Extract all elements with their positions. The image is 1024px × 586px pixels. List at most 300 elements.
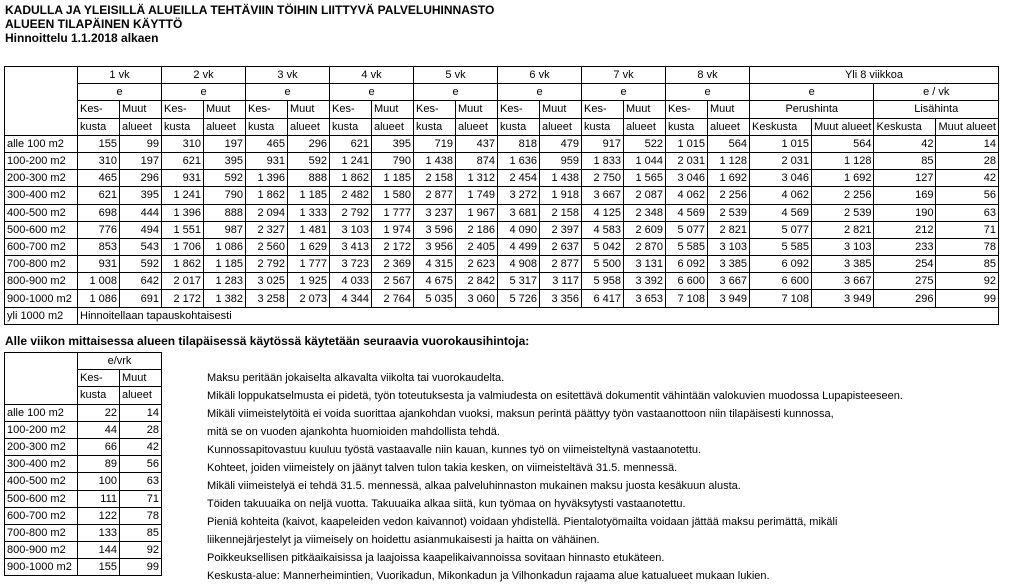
area-cell: 900-1000 m2 <box>5 290 78 307</box>
price-cell: 1 185 <box>288 187 330 204</box>
keskusta-header-bottom: kusta <box>246 118 288 135</box>
muut-header-bottom: alueet <box>624 118 666 135</box>
keskusta-header-bottom: kusta <box>330 118 372 135</box>
price-cell: 592 <box>204 170 246 187</box>
price-cell: 3 681 <box>498 204 540 221</box>
price-cell: 6 600 <box>750 273 812 290</box>
header-row-top <box>5 101 999 118</box>
price-cell: 1 438 <box>414 152 456 169</box>
price-cell: 4 062 <box>750 187 812 204</box>
unit-header: e/vrk <box>78 353 162 370</box>
muut-header-top: Muut <box>288 101 330 118</box>
case-by-case-cell: Hinnoitellaan tapauskohtaisesti <box>78 307 999 324</box>
muut-header-bottom: alueet <box>540 118 582 135</box>
unit-header: e <box>666 84 750 101</box>
price-cell: 1 580 <box>372 187 414 204</box>
table-row <box>5 187 999 204</box>
price-cell: 4 583 <box>582 221 624 238</box>
price-cell: 296 <box>288 135 330 152</box>
price-cell: 92 <box>120 542 162 559</box>
unit-header: e <box>582 84 666 101</box>
price-cell: 2 870 <box>624 238 666 255</box>
price-cell: 85 <box>936 256 998 273</box>
unit-header: e <box>750 84 874 101</box>
price-cell: 522 <box>624 135 666 152</box>
muut-header-top: Muut <box>540 101 582 118</box>
document-title: KADULLA JA YLEISILLÄ ALUEILLA TEHTÄVIIN TÖIHIN LIITTYVÄ PALVELUHINNASTO <box>5 3 495 17</box>
note-item: Töiden takuuaika on neljä vuotta. Takuuaika alkaa siitä, kun työmaa on hyväksytysti vastaanotettu. <box>207 498 686 510</box>
price-cell: 987 <box>204 221 246 238</box>
price-cell: 395 <box>372 135 414 152</box>
price-cell: 3 949 <box>812 290 874 307</box>
price-cell: 2 750 <box>582 170 624 187</box>
price-cell: 959 <box>540 152 582 169</box>
price-cell: 3 413 <box>330 238 372 255</box>
muut-header-top: Muut <box>120 370 162 387</box>
price-cell: 1 862 <box>330 170 372 187</box>
muut-header-bottom: alueet <box>372 118 414 135</box>
keskusta-header-bottom: kusta <box>414 118 456 135</box>
price-cell: 197 <box>204 135 246 152</box>
price-cell: 2 623 <box>456 256 498 273</box>
price-cell: 22 <box>78 404 120 421</box>
price-cell: 4 090 <box>498 221 540 238</box>
area-cell: 100-200 m2 <box>5 421 78 438</box>
table-row <box>5 524 162 541</box>
header-row-periods <box>5 67 999 84</box>
price-cell: 494 <box>120 221 162 238</box>
price-cell: 4 675 <box>414 273 456 290</box>
keskusta-header: Keskusta <box>874 118 936 135</box>
price-cell: 2 017 <box>162 273 204 290</box>
price-cell: 275 <box>874 273 936 290</box>
muut-header-top: Muut <box>204 101 246 118</box>
document-header <box>5 3 494 45</box>
keskusta-header-top: Kes- <box>498 101 540 118</box>
price-cell: 2 842 <box>456 273 498 290</box>
price-cell: 7 108 <box>666 290 708 307</box>
daily-price-note: Alle viikon mittaisessa alueen tilapäisessä käytössä käytetään seuraavia vuorokausihintoja: <box>5 334 530 348</box>
area-cell: 800-900 m2 <box>5 542 78 559</box>
note-item: Kohteet, joiden viimeistely on jäänyt talven tulon takia kesken, on viimeisteltävä 31.5. mennessä. <box>207 462 678 474</box>
keskusta-header-top: Kes- <box>246 101 288 118</box>
price-cell: 874 <box>456 152 498 169</box>
price-cell: 2 482 <box>330 187 372 204</box>
price-cell: 28 <box>936 152 998 169</box>
price-cell: 111 <box>78 490 120 507</box>
price-cell: 1 396 <box>162 204 204 221</box>
keskusta-header-top: Kes- <box>78 101 120 118</box>
table-row <box>5 404 162 421</box>
table-row <box>5 238 999 255</box>
price-cell: 818 <box>498 135 540 152</box>
daily-header-unit <box>5 353 162 370</box>
price-cell: 1 438 <box>540 170 582 187</box>
note-item: Mikäli viimeistelytöitä ei voida suorittaa ajankohdan vuoksi, maksun perintä päättyy työn vastaanottoon niin tilapäisesti kunnossa, <box>207 408 834 420</box>
price-cell: 4 062 <box>666 187 708 204</box>
price-cell: 564 <box>812 135 874 152</box>
price-cell: 1 185 <box>204 256 246 273</box>
price-cell: 71 <box>936 221 998 238</box>
price-cell: 2 172 <box>372 238 414 255</box>
unit-header: e <box>162 84 246 101</box>
price-cell: 2 877 <box>540 256 582 273</box>
price-cell: 3 046 <box>666 170 708 187</box>
price-cell: 2 539 <box>708 204 750 221</box>
note-item: Poikkeuksellisen pitkäaikaisissa ja laajoissa kaapelikaivannoissa sovitaan hinnasto etukäteen. <box>207 552 665 564</box>
price-cell: 296 <box>874 290 936 307</box>
price-cell: 1 629 <box>288 238 330 255</box>
table-row-over-1000 <box>5 307 999 324</box>
table-row <box>5 256 999 273</box>
note-item: liikennejärjestelyt ja viimeisely on hoidettu asianmukaisesti ja haitta on vähäinen. <box>207 534 600 546</box>
price-cell: 63 <box>936 204 998 221</box>
keskusta-header-top: Kes- <box>666 101 708 118</box>
price-cell: 2 158 <box>540 204 582 221</box>
over-8-weeks-header: Yli 8 viikkoa <box>750 67 999 84</box>
price-cell: 621 <box>162 152 204 169</box>
price-cell: 2 172 <box>162 290 204 307</box>
price-cell: 3 667 <box>582 187 624 204</box>
price-cell: 1 396 <box>246 170 288 187</box>
note-item: mitä se on vuoden ajankohta huomioiden mahdollista tehdä. <box>207 426 500 438</box>
price-cell: 1 128 <box>812 152 874 169</box>
price-cell: 5 500 <box>582 256 624 273</box>
keskusta-header-top: Kes- <box>78 370 120 387</box>
keskusta-header-bottom: kusta <box>162 118 204 135</box>
price-cell: 144 <box>78 542 120 559</box>
price-cell: 169 <box>874 187 936 204</box>
price-cell: 2 073 <box>288 290 330 307</box>
price-cell: 2 094 <box>246 204 288 221</box>
price-cell: 4 315 <box>414 256 456 273</box>
muut-header-top: Muut <box>456 101 498 118</box>
price-cell: 3 117 <box>540 273 582 290</box>
price-cell: 4 125 <box>582 204 624 221</box>
area-cell: 600-700 m2 <box>5 507 78 524</box>
price-cell: 85 <box>874 152 936 169</box>
area-cell: 500-600 m2 <box>5 490 78 507</box>
price-cell: 2 186 <box>456 221 498 238</box>
price-cell: 3 272 <box>498 187 540 204</box>
price-cell: 592 <box>120 256 162 273</box>
price-cell: 444 <box>120 204 162 221</box>
area-cell: 100-200 m2 <box>5 152 78 169</box>
price-cell: 1 015 <box>750 135 812 152</box>
pricing-date: Hinnoittelu 1.1.2018 alkaen <box>5 31 159 45</box>
price-cell: 691 <box>120 290 162 307</box>
price-cell: 89 <box>78 456 120 473</box>
price-cell: 2 792 <box>246 256 288 273</box>
price-cell: 99 <box>120 135 162 152</box>
muut-header-bottom: alueet <box>120 118 162 135</box>
price-cell: 6 417 <box>582 290 624 307</box>
price-cell: 5 035 <box>414 290 456 307</box>
price-cell: 3 103 <box>330 221 372 238</box>
price-cell: 56 <box>936 187 998 204</box>
extra-price-header: Lisähinta <box>874 101 998 118</box>
price-cell: 776 <box>78 221 120 238</box>
period-header: 8 vk <box>666 67 750 84</box>
price-cell: 1 974 <box>372 221 414 238</box>
note-item: Kunnossapitovastuu kuuluu työstä vastaavalle niin kauan, kunnes työ on viimeisteltynä vastaanotettu. <box>207 444 702 456</box>
area-cell: alle 100 m2 <box>5 404 78 421</box>
price-cell: 3 258 <box>246 290 288 307</box>
price-cell: 1 692 <box>708 170 750 187</box>
muut-header: Muut alueet <box>936 118 998 135</box>
price-cell: 2 821 <box>812 221 874 238</box>
muut-header-bottom: alueet <box>456 118 498 135</box>
price-cell: 543 <box>120 238 162 255</box>
price-cell: 310 <box>162 135 204 152</box>
keskusta-header-bottom: kusta <box>666 118 708 135</box>
unit-header: e <box>414 84 498 101</box>
price-cell: 395 <box>204 152 246 169</box>
price-cell: 3 025 <box>246 273 288 290</box>
period-header: 3 vk <box>246 67 330 84</box>
basic-price-header: Perushinta <box>750 101 874 118</box>
table-row <box>5 290 999 307</box>
price-cell: 2 327 <box>246 221 288 238</box>
table-row <box>5 490 162 507</box>
price-cell: 1 241 <box>162 187 204 204</box>
price-cell: 99 <box>936 290 998 307</box>
table-row <box>5 170 999 187</box>
area-cell: 500-600 m2 <box>5 221 78 238</box>
price-cell: 931 <box>246 152 288 169</box>
document-subtitle: ALUEEN TILAPÄINEN KÄYTTÖ <box>5 17 183 31</box>
table-row <box>5 473 162 490</box>
price-cell: 2 369 <box>372 256 414 273</box>
price-cell: 3 956 <box>414 238 456 255</box>
muut-header-bottom: alueet <box>204 118 246 135</box>
price-cell: 2 792 <box>330 204 372 221</box>
price-cell: 592 <box>288 152 330 169</box>
price-cell: 1 565 <box>624 170 666 187</box>
price-cell: 2 031 <box>666 152 708 169</box>
area-cell: 900-1000 m2 <box>5 559 78 576</box>
price-cell: 14 <box>936 135 998 152</box>
weekly-price-table <box>4 66 999 325</box>
price-cell: 2 087 <box>624 187 666 204</box>
price-cell: 155 <box>78 135 120 152</box>
price-cell: 1 044 <box>624 152 666 169</box>
keskusta-header-top: Kes- <box>582 101 624 118</box>
period-header: 2 vk <box>162 67 246 84</box>
note-item: Mikäli loppukatselmusta ei pidetä, työn toteutuksesta ja valmiudesta on esitettävä dokumentit vähintään valokuvien muodossa Lupapisteeseen. <box>207 390 903 402</box>
price-cell: 100 <box>78 473 120 490</box>
price-cell: 5 958 <box>582 273 624 290</box>
header-row-bottom <box>5 118 999 135</box>
price-cell: 719 <box>414 135 456 152</box>
price-cell: 78 <box>120 507 162 524</box>
price-cell: 42 <box>936 170 998 187</box>
keskusta-header-top: Kes- <box>330 101 372 118</box>
period-header: 7 vk <box>582 67 666 84</box>
price-cell: 3 385 <box>812 256 874 273</box>
price-cell: 1 333 <box>288 204 330 221</box>
price-cell: 3 667 <box>812 273 874 290</box>
price-cell: 1 481 <box>288 221 330 238</box>
price-cell: 122 <box>78 507 120 524</box>
price-cell: 5 585 <box>666 238 708 255</box>
daily-price-table <box>4 352 162 576</box>
price-cell: 1 833 <box>582 152 624 169</box>
header-row-units <box>5 84 999 101</box>
price-cell: 1 382 <box>204 290 246 307</box>
price-cell: 790 <box>372 152 414 169</box>
area-cell: 700-800 m2 <box>5 524 78 541</box>
table-row <box>5 152 999 169</box>
price-cell: 5 042 <box>582 238 624 255</box>
table-row <box>5 135 999 152</box>
table-row <box>5 421 162 438</box>
table-row <box>5 438 162 455</box>
unit-header: e <box>498 84 582 101</box>
price-cell: 1 086 <box>78 290 120 307</box>
price-cell: 190 <box>874 204 936 221</box>
price-cell: 931 <box>78 256 120 273</box>
note-item: Pieniä kohteita (kaivot, kaapeleiden vedon kaivannot) voidaan yhdistellä. Pientalotyömailta voidaan jättää maksu perimättä, mikäli <box>207 516 838 528</box>
table-row <box>5 507 162 524</box>
muut-header-bottom: alueet <box>708 118 750 135</box>
price-cell: 4 033 <box>330 273 372 290</box>
price-cell: 1 185 <box>372 170 414 187</box>
price-cell: 3 103 <box>812 238 874 255</box>
price-cell: 212 <box>874 221 936 238</box>
price-cell: 2 560 <box>246 238 288 255</box>
price-cell: 790 <box>204 187 246 204</box>
period-header: 5 vk <box>414 67 498 84</box>
price-cell: 853 <box>78 238 120 255</box>
price-cell: 2 397 <box>540 221 582 238</box>
price-cell: 1 862 <box>162 256 204 273</box>
price-cell: 28 <box>120 421 162 438</box>
price-cell: 1 283 <box>204 273 246 290</box>
keskusta-header-bottom: kusta <box>78 118 120 135</box>
price-cell: 3 596 <box>414 221 456 238</box>
area-cell: 200-300 m2 <box>5 438 78 455</box>
price-cell: 1 749 <box>456 187 498 204</box>
note-item: Maksu peritään jokaiselta alkavalta viikolta tai vuorokaudelta. <box>207 372 505 384</box>
price-cell: 3 131 <box>624 256 666 273</box>
price-cell: 3 723 <box>330 256 372 273</box>
price-cell: 1 008 <box>78 273 120 290</box>
price-cell: 133 <box>78 524 120 541</box>
price-cell: 66 <box>78 438 120 455</box>
keskusta-header-top: Kes- <box>414 101 456 118</box>
price-cell: 6 092 <box>750 256 812 273</box>
price-cell: 2 637 <box>540 238 582 255</box>
table-row <box>5 204 999 221</box>
price-cell: 4 344 <box>330 290 372 307</box>
price-cell: 99 <box>120 559 162 576</box>
price-cell: 42 <box>874 135 936 152</box>
period-header: 6 vk <box>498 67 582 84</box>
muut-header: Muut alueet <box>812 118 874 135</box>
price-cell: 7 108 <box>750 290 812 307</box>
price-cell: 479 <box>540 135 582 152</box>
price-cell: 1 862 <box>246 187 288 204</box>
price-cell: 63 <box>120 473 162 490</box>
price-cell: 4 908 <box>498 256 540 273</box>
price-cell: 5 317 <box>498 273 540 290</box>
price-cell: 931 <box>162 170 204 187</box>
notes-list <box>207 369 903 585</box>
muut-header-bottom: alueet <box>120 387 162 404</box>
price-cell: 1 777 <box>372 204 414 221</box>
price-cell: 254 <box>874 256 936 273</box>
price-cell: 2 405 <box>456 238 498 255</box>
price-cell: 1 312 <box>456 170 498 187</box>
price-cell: 92 <box>936 273 998 290</box>
price-cell: 1 967 <box>456 204 498 221</box>
price-cell: 1 777 <box>288 256 330 273</box>
unit-header: e <box>330 84 414 101</box>
price-cell: 917 <box>582 135 624 152</box>
keskusta-header-bottom: kusta <box>78 387 120 404</box>
price-cell: 1 551 <box>162 221 204 238</box>
price-cell: 2 567 <box>372 273 414 290</box>
muut-header-top: Muut <box>120 101 162 118</box>
price-cell: 2 539 <box>812 204 874 221</box>
price-cell: 3 392 <box>624 273 666 290</box>
price-cell: 1 241 <box>330 152 372 169</box>
price-cell: 3 653 <box>624 290 666 307</box>
area-cell: 700-800 m2 <box>5 256 78 273</box>
price-cell: 1 918 <box>540 187 582 204</box>
price-cell: 3 060 <box>456 290 498 307</box>
price-cell: 564 <box>708 135 750 152</box>
price-cell: 698 <box>78 204 120 221</box>
area-cell: alle 100 m2 <box>5 135 78 152</box>
unit-per-week-header: e / vk <box>874 84 998 101</box>
price-cell: 2 256 <box>812 187 874 204</box>
table-row <box>5 559 162 576</box>
price-cell: 2 821 <box>708 221 750 238</box>
price-cell: 5 585 <box>750 238 812 255</box>
note-item: Mikäli viimeistelyä ei tehdä 31.5. mennessä, alkaa palveluhinnaston mukainen maksu juosta kesäkuun alusta. <box>207 480 741 492</box>
muut-header-top: Muut <box>624 101 666 118</box>
price-cell: 6 600 <box>666 273 708 290</box>
unit-header: e <box>246 84 330 101</box>
price-cell: 3 385 <box>708 256 750 273</box>
price-cell: 3 046 <box>750 170 812 187</box>
price-cell: 155 <box>78 559 120 576</box>
period-header: 1 vk <box>78 67 162 84</box>
price-cell: 465 <box>78 170 120 187</box>
price-cell: 2 609 <box>624 221 666 238</box>
price-cell: 1 015 <box>666 135 708 152</box>
keskusta-header-bottom: kusta <box>498 118 540 135</box>
price-cell: 4 569 <box>666 204 708 221</box>
price-cell: 3 949 <box>708 290 750 307</box>
price-cell: 395 <box>120 187 162 204</box>
price-cell: 5 077 <box>750 221 812 238</box>
keskusta-header-bottom: kusta <box>582 118 624 135</box>
price-cell: 310 <box>78 152 120 169</box>
area-cell: 600-700 m2 <box>5 238 78 255</box>
price-cell: 71 <box>120 490 162 507</box>
area-cell: 300-400 m2 <box>5 456 78 473</box>
price-cell: 2 031 <box>750 152 812 169</box>
table-row <box>5 542 162 559</box>
table-row <box>5 456 162 473</box>
price-cell: 3 237 <box>414 204 456 221</box>
price-cell: 1 692 <box>812 170 874 187</box>
price-cell: 296 <box>120 170 162 187</box>
corner-cell <box>5 353 78 405</box>
